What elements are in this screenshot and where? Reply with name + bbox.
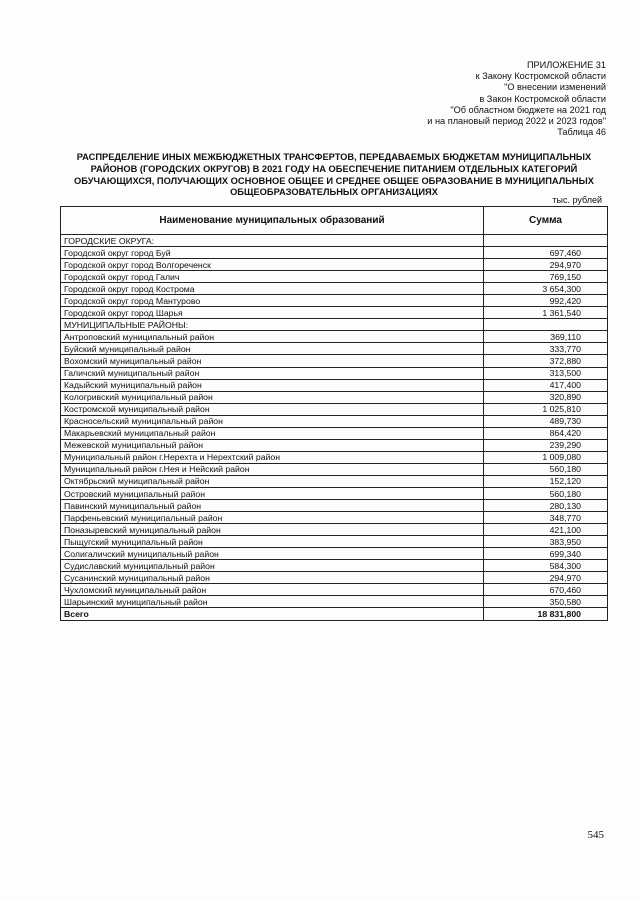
amount-value: 369,110: [484, 331, 608, 343]
amount-value: 417,400: [484, 379, 608, 391]
municipality-name: Шарьинский муниципальный район: [61, 596, 484, 608]
amount-value: 280,130: [484, 500, 608, 512]
municipality-name: Муниципальный район г.Нерехта и Нерехтский район: [61, 451, 484, 463]
table-row: [61, 403, 608, 415]
table-row: [61, 247, 608, 259]
municipality-name: Городской округ город Галич: [61, 271, 484, 283]
amount-value: 313,500: [484, 367, 608, 379]
table-row: [61, 572, 608, 584]
municipality-name: Кологривский муниципальный район: [61, 391, 484, 403]
municipality-name: Кадыйский муниципальный район: [61, 379, 484, 391]
amount-value: [484, 319, 608, 331]
municipality-name: Городской округ город Кострома: [61, 283, 484, 295]
amount-value: 348,770: [484, 512, 608, 524]
table-row: [61, 584, 608, 596]
amount-value: 560,180: [484, 463, 608, 475]
amount-value: 421,100: [484, 524, 608, 536]
table-row: [61, 512, 608, 524]
municipality-name: МУНИЦИПАЛЬНЫЕ РАЙОНЫ:: [61, 319, 484, 331]
municipality-name: Городской округ город Волгореченск: [61, 259, 484, 271]
amount-value: 333,770: [484, 343, 608, 355]
table-row: [61, 391, 608, 403]
amount-value: 992,420: [484, 295, 608, 307]
table-row: [61, 331, 608, 343]
table-row: [61, 355, 608, 367]
table-row: [61, 475, 608, 487]
header-line: ПРИЛОЖЕНИЕ 31: [526, 60, 606, 70]
amount-value: 560,180: [484, 487, 608, 499]
municipality-name: Островский муниципальный район: [61, 487, 484, 499]
municipality-name: Межевской муниципальный район: [61, 439, 484, 451]
table-row: [61, 319, 608, 331]
amount-value: 294,970: [484, 572, 608, 584]
appendix-header: [427, 60, 606, 138]
amount-value: 864,420: [484, 427, 608, 439]
municipality-name: Судиславский муниципальный район: [61, 560, 484, 572]
amount-value: 383,950: [484, 536, 608, 548]
amount-value: [484, 235, 608, 247]
amount-value: 489,730: [484, 415, 608, 427]
total-value: 18 831,800: [484, 608, 608, 620]
amount-value: 372,880: [484, 355, 608, 367]
amount-value: 3 654,300: [484, 283, 608, 295]
table-row: [61, 271, 608, 283]
table-row: [61, 451, 608, 463]
table-row: [61, 235, 608, 247]
amount-value: 294,970: [484, 259, 608, 271]
amount-value: 152,120: [484, 475, 608, 487]
header-line: "Об областном бюджете на 2021 год: [450, 104, 606, 115]
amount-value: 699,340: [484, 548, 608, 560]
table-header-row: [61, 207, 608, 235]
amount-value: 697,460: [484, 247, 608, 259]
table-row: [61, 343, 608, 355]
municipality-name: Сусанинский муниципальный район: [61, 572, 484, 584]
amount-value: 350,580: [484, 596, 608, 608]
municipality-name: Вохомский муниципальный район: [61, 355, 484, 367]
header-line: к Закону Костромской области: [475, 71, 606, 82]
amount-value: 239,290: [484, 439, 608, 451]
table-row: [61, 487, 608, 499]
page-number: 545: [587, 829, 604, 841]
municipality-name: Красносельский муниципальный район: [61, 415, 484, 427]
amount-value: 769,150: [484, 271, 608, 283]
table-row: [61, 307, 608, 319]
amount-value: 1 009,080: [484, 451, 608, 463]
header-line: в Закон Костромской области: [479, 93, 606, 104]
municipality-name: Городской округ город Мантурово: [61, 295, 484, 307]
column-header-sum: Сумма: [484, 207, 608, 235]
amount-value: 584,300: [484, 560, 608, 572]
amount-value: 670,460: [484, 584, 608, 596]
amount-value: 1 025,810: [484, 403, 608, 415]
municipality-name: Городской округ город Шарья: [61, 307, 484, 319]
units-label: тыс. рублей: [552, 195, 602, 205]
municipality-name: Антроповский муниципальный район: [61, 331, 484, 343]
total-label: Всего: [61, 608, 484, 620]
table-row: [61, 379, 608, 391]
municipality-name: Октябрьский муниципальный район: [61, 475, 484, 487]
table-body: [61, 235, 608, 621]
header-line: "О внесении изменений: [504, 82, 606, 93]
municipality-name: Галичский муниципальный район: [61, 367, 484, 379]
municipality-name: Костромской муниципальный район: [61, 403, 484, 415]
table-row: [61, 415, 608, 427]
municipality-name: Пыщугский муниципальный район: [61, 536, 484, 548]
column-header-name: Наименование муниципальных образований: [61, 207, 484, 235]
municipality-name: Парфеньевский муниципальный район: [61, 512, 484, 524]
table-row: [61, 536, 608, 548]
header-line: Таблица 46: [557, 127, 606, 138]
municipality-name: Поназыревский муниципальный район: [61, 524, 484, 536]
table-row: [61, 295, 608, 307]
table-row: [61, 259, 608, 271]
document-title: РАСПРЕДЕЛЕНИЕ ИНЫХ МЕЖБЮДЖЕТНЫХ ТРАНСФЕРТОВ, ПЕРЕДАВАЕМЫХ БЮДЖЕТАМ МУНИЦИПАЛЬНЫХ РАЙОНОВ (ГОРОДСКИХ ОКРУГОВ) В 2021 ГОДУ НА ОБЕСПЕЧЕНИЕ ПИТАНИЕМ ОТДЕЛЬНЫХ КАТЕГОРИЙ ОБУЧАЮЩИХСЯ, ПОЛУЧАЮЩИХ ОСНОВНОЕ ОБЩЕЕ И СРЕДНЕЕ ОБЩЕЕ ОБРАЗОВАНИЕ В МУНИЦИПАЛЬНЫХ ОБЩЕОБРАЗОВАТЕЛЬНЫХ ОРГАНИЗАЦИЯХ: [74, 152, 594, 198]
table-row: [61, 548, 608, 560]
table-row: [61, 439, 608, 451]
table-row: [61, 560, 608, 572]
municipality-name: Городской округ город Буй: [61, 247, 484, 259]
transfers-table: [60, 206, 608, 621]
header-line: и на плановый период 2022 и 2023 годов": [427, 116, 606, 127]
municipality-name: Буйский муниципальный район: [61, 343, 484, 355]
table-row: [61, 463, 608, 475]
table-row: [61, 524, 608, 536]
municipality-name: Муниципальный район г.Нея и Нейский район: [61, 463, 484, 475]
municipality-name: Чухломский муниципальный район: [61, 584, 484, 596]
amount-value: 320,890: [484, 391, 608, 403]
municipality-name: Макарьевский муниципальный район: [61, 427, 484, 439]
municipality-name: ГОРОДСКИЕ ОКРУГА:: [61, 235, 484, 247]
table-row: [61, 427, 608, 439]
municipality-name: Павинский муниципальный район: [61, 500, 484, 512]
municipality-name: Солигаличский муниципальный район: [61, 548, 484, 560]
table-row: [61, 596, 608, 608]
amount-value: 1 361,540: [484, 307, 608, 319]
table-row: [61, 500, 608, 512]
table-row: [61, 283, 608, 295]
table-row: [61, 367, 608, 379]
total-row: [61, 608, 608, 620]
